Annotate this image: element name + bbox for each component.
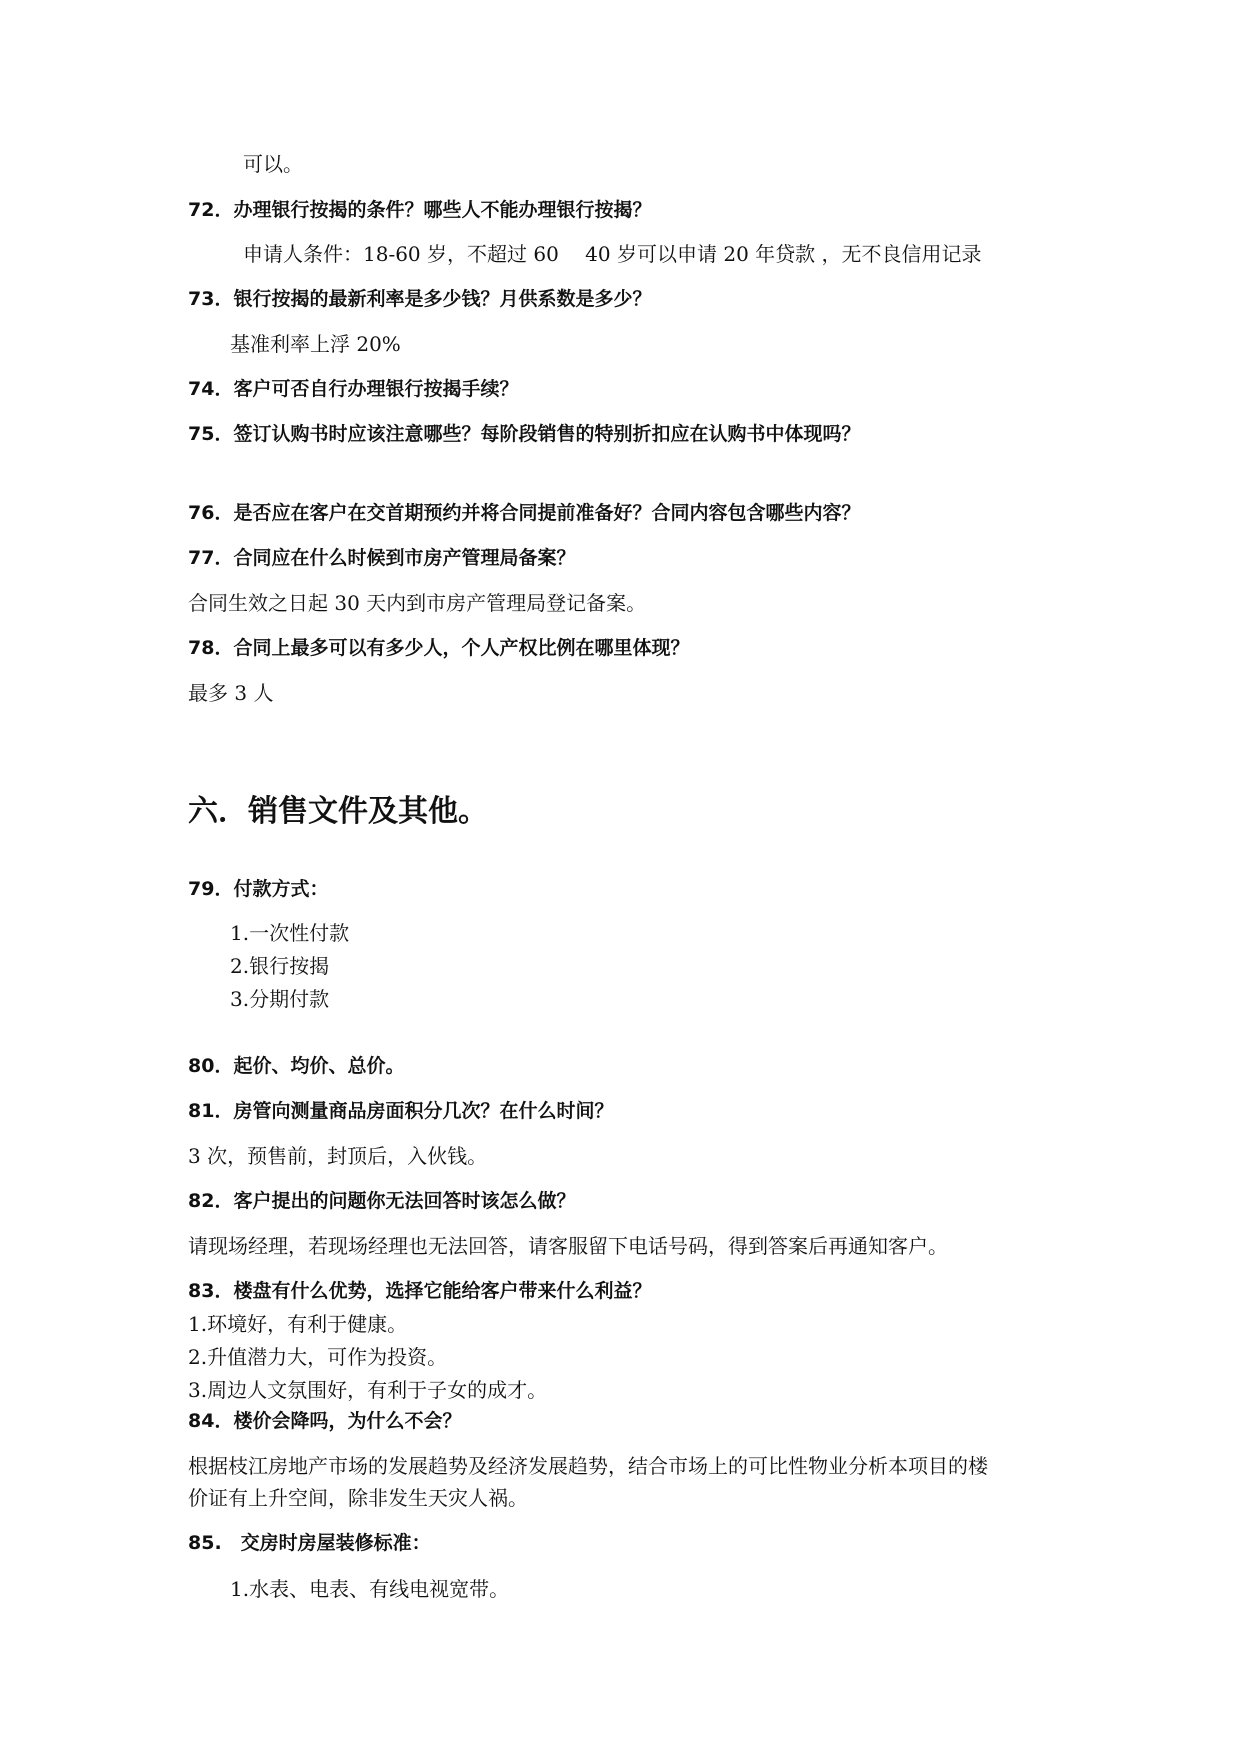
question-84: 84．楼价会降吗，为什么不会？ xyxy=(188,1410,462,1432)
section-heading: 六．销售文件及其他。 xyxy=(188,794,488,829)
answer-79-item-3: 3.分期付款 xyxy=(230,987,330,1011)
answer-84-line-1: 根据枝江房地产市场的发展趋势及经济发展趋势，结合市场上的可比性物业分析本项目的楼 xyxy=(188,1454,988,1478)
answer-83-item-2: 2.升值潜力大，可作为投资。 xyxy=(188,1345,448,1369)
answer-73: 基准利率上浮 20% xyxy=(230,332,401,356)
answer-85-item-1: 1.水表、电表、有线电视宽带。 xyxy=(230,1577,510,1601)
question-79: 79．付款方式： xyxy=(188,878,329,900)
question-82: 82．客户提出的问题你无法回答时该怎么做？ xyxy=(188,1190,576,1212)
answer-72: 申请人条件：18-60 岁，不超过 60 40 岁可以申请 20 年贷款 ，无不良信用记录 xyxy=(243,242,982,266)
answer-77: 合同生效之日起 30 天内到市房产管理局登记备案。 xyxy=(188,591,647,615)
question-80: 80．起价、均价、总价。 xyxy=(188,1055,405,1077)
answer-79-item-2: 2.银行按揭 xyxy=(230,954,330,978)
question-76: 76．是否应在客户在交首期预约并将合同提前准备好？合同内容包含哪些内容？ xyxy=(188,502,861,524)
question-78: 78．合同上最多可以有多少人，个人产权比例在哪里体现？ xyxy=(188,637,690,659)
question-73: 73．银行按揭的最新利率是多少钱？月供系数是多少？ xyxy=(188,288,652,310)
answer-78: 最多 3 人 xyxy=(188,681,274,705)
question-72: 72．办理银行按揭的条件？哪些人不能办理银行按揭？ xyxy=(188,199,652,221)
answer-83-item-1: 1.环境好，有利于健康。 xyxy=(188,1312,408,1336)
question-85: 85. 交房时房屋装修标准： xyxy=(188,1532,431,1554)
answer-71: 可以。 xyxy=(243,152,303,176)
question-75: 75．签订认购书时应该注意哪些？每阶段销售的特别折扣应在认购书中体现吗？ xyxy=(188,423,861,445)
answer-84-line-2: 价证有上升空间，除非发生天灾人祸。 xyxy=(188,1486,528,1510)
question-81: 81．房管向测量商品房面积分几次？在什么时间？ xyxy=(188,1100,614,1122)
question-77: 77．合同应在什么时候到市房产管理局备案？ xyxy=(188,547,576,569)
answer-83-item-3: 3.周边人文氛围好，有利于子女的成才。 xyxy=(188,1378,548,1402)
question-83: 83．楼盘有什么优势，选择它能给客户带来什么利益？ xyxy=(188,1280,652,1302)
answer-81: 3 次，预售前，封顶后，入伙钱。 xyxy=(188,1144,488,1168)
question-74: 74．客户可否自行办理银行按揭手续？ xyxy=(188,378,519,400)
answer-79-item-1: 1.一次性付款 xyxy=(230,921,350,945)
answer-82: 请现场经理，若现场经理也无法回答，请客服留下电话号码，得到答案后再通知客户。 xyxy=(188,1234,948,1258)
